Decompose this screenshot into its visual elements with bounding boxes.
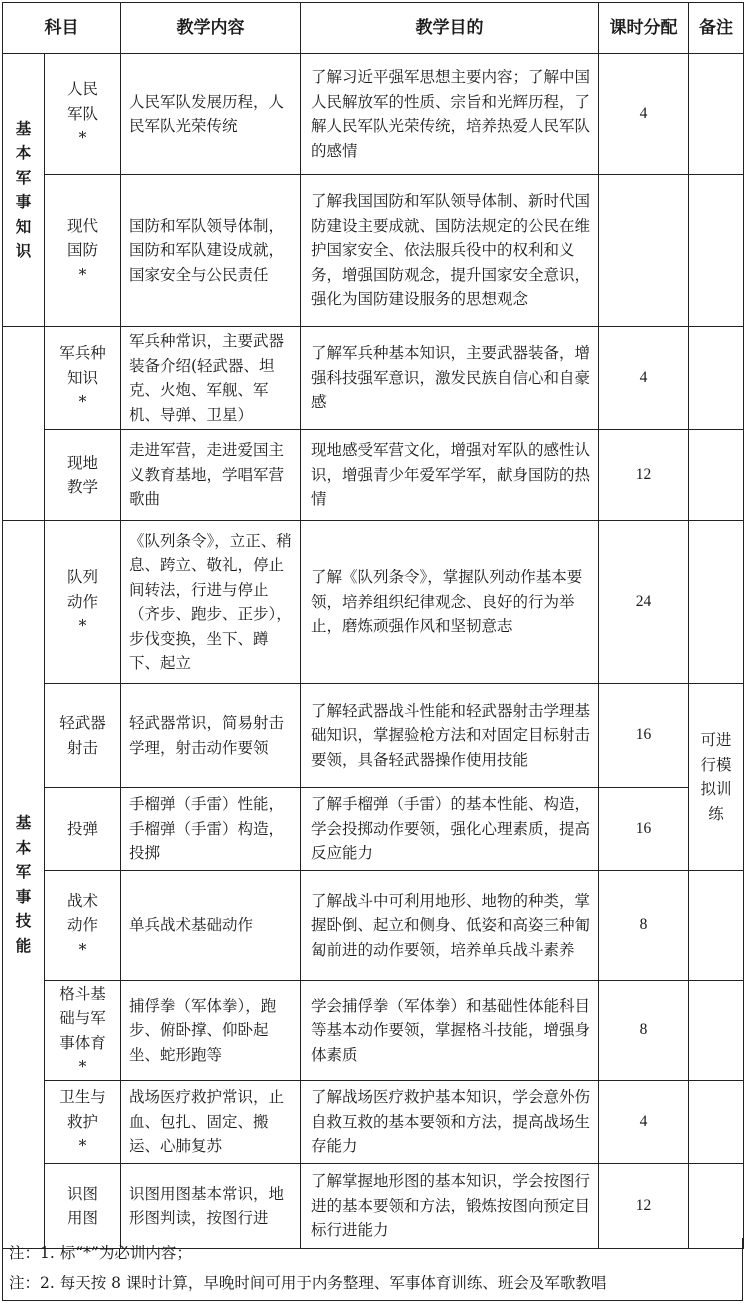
subject-line: 用图 xyxy=(66,1209,98,1227)
subject-line: 投弹 xyxy=(66,819,98,838)
table-row xyxy=(3,430,744,521)
header-remark: 备注 xyxy=(689,3,744,54)
subject-name xyxy=(45,788,121,871)
category-blank-cell xyxy=(3,327,45,521)
content-cell: 战场医疗救护常识，止血、包扎、固定、搬运、心肺复苏 xyxy=(121,1081,301,1164)
category-char: 识 xyxy=(15,241,32,260)
required-mark: * xyxy=(78,393,87,412)
table-row xyxy=(3,788,744,871)
table-row xyxy=(3,981,744,1081)
required-mark: * xyxy=(78,129,87,148)
hours-cell: 16 xyxy=(599,788,689,871)
note-line: 注：1. 标“*”为必训内容； xyxy=(9,1244,192,1262)
remark-simulated-training xyxy=(689,684,744,871)
remark-line: 行模 xyxy=(700,755,732,774)
table-row xyxy=(3,1081,744,1164)
remark-cell xyxy=(689,871,744,981)
subject-name xyxy=(45,684,121,788)
goal-cell: 了解我国国防和军队领导体制、新时代国防建设主要成就、国防法规定的公民在维护国家安全、依法服兵役中的权利和义务，增强国防观念，提升国家安全意识，强化为国防建设服务的思想观念 xyxy=(301,175,599,327)
content-cell: 识图用图基本常识，地形图判读，按图行进 xyxy=(121,1164,301,1249)
goal-cell: 了解手榴弹（手雷）的基本性能、构造，学会投掷动作要领，强化心理素质，提高反应能力 xyxy=(301,788,599,871)
goal-cell: 了解战斗中可利用地形、地物的种类，掌握卧倒、起立和侧身、低姿和高姿三种匍匐前进的动作要领，培养单兵战斗素养 xyxy=(301,871,599,981)
training-schedule-table xyxy=(2,2,744,1249)
subject-line: 射击 xyxy=(66,738,98,757)
subject-line: 事体育 xyxy=(59,1033,106,1052)
goal-cell: 了解军兵种基本知识，主要武器装备，增强科技强军意识，激发民族自信心和自豪感 xyxy=(301,327,599,430)
content-cell: 轻武器常识，简易射击学理，射击动作要领 xyxy=(121,684,301,788)
table-row xyxy=(3,1164,744,1249)
subject-line: 知识 xyxy=(66,368,98,387)
goal-cell: 学会捕俘拳（军体拳）和基础性体能科目等基本动作要领，掌握格斗技能，增强身体素质 xyxy=(301,981,599,1081)
subject-name xyxy=(45,430,121,521)
remark-cell xyxy=(689,430,744,521)
subject-name xyxy=(45,981,121,1081)
remark-line: 可进 xyxy=(700,731,732,749)
remark-cell xyxy=(689,1164,744,1249)
header-row xyxy=(3,3,744,54)
subject-line: 国防 xyxy=(66,241,98,260)
table-row xyxy=(3,521,744,684)
hours-cell: 4 xyxy=(599,1081,689,1164)
subject-line: 现代 xyxy=(66,216,98,235)
subject-name xyxy=(45,521,121,684)
remark-cell xyxy=(689,175,744,327)
note-line: 注：2. 每天按 8 课时计算，早晚时间可用于内务整理、军事体育训练、班会及军歌教唱 xyxy=(9,1274,607,1292)
subject-line: 动作 xyxy=(66,592,98,611)
subject-line: 军兵种 xyxy=(59,344,106,363)
goal-cell: 了解习近平强军思想主要内容；了解中国人民解放军的性质、宗旨和光辉历程，了解人民军队光荣传统，培养热爱人民军队的感情 xyxy=(301,54,599,175)
category-char: 军 xyxy=(15,862,32,881)
content-cell: 手榴弹（手雷）性能，手榴弹（手雷）构造，投掷 xyxy=(121,788,301,871)
content-cell: 军兵种常识，主要武器装备介绍(轻武器、坦克、火炮、军舰、军机、导弹、卫星） xyxy=(121,327,301,430)
table-row xyxy=(3,54,744,175)
subject-line: 战术 xyxy=(66,891,98,910)
goal-cell: 了解战场医疗救护基本知识，学会意外伤自救互救的基本要领和方法，提高战场生存能力 xyxy=(301,1081,599,1164)
remark-cell xyxy=(689,54,744,175)
category-char: 能 xyxy=(15,935,32,955)
content-cell: 人民军队发展历程，人民军队光荣传统 xyxy=(121,54,301,175)
content-cell: 走进军营，走进爱国主义教育基地，学唱军营歌曲 xyxy=(121,430,301,521)
subject-name xyxy=(45,1164,121,1249)
subject-name xyxy=(45,327,121,430)
category-skills-cell xyxy=(3,521,45,1249)
goal-cell: 了解《队列条令》，掌握队列动作基本要领，培养组织纪律观念、良好的行为举止，磨炼顽强作风和坚韧意志 xyxy=(301,521,599,684)
required-mark: * xyxy=(78,265,87,284)
subject-name xyxy=(45,175,121,327)
subject-line: 军队 xyxy=(66,104,98,123)
goal-cell: 了解掌握地形图的基本知识，学会按图行进的基本要领和方法，锻炼按图向预定目标行进能力 xyxy=(301,1164,599,1249)
subject-line: 识图 xyxy=(66,1184,98,1203)
subject-name xyxy=(45,1081,121,1164)
subject-line: 队列 xyxy=(66,568,98,587)
hours-cell: 24 xyxy=(599,521,689,684)
remark-cell xyxy=(689,1081,744,1164)
table-row xyxy=(3,684,744,788)
subject-line: 动作 xyxy=(66,916,98,935)
remark-cell xyxy=(689,521,744,684)
hours-cell: 12 xyxy=(599,430,689,521)
category-char: 事 xyxy=(15,192,32,211)
table-row xyxy=(3,175,744,327)
subject-line: 教学 xyxy=(66,478,98,496)
category-char: 技 xyxy=(15,911,32,930)
category-char: 基 xyxy=(15,118,32,138)
hours-cell: 4 xyxy=(599,54,689,175)
category-knowledge-cell xyxy=(3,54,45,327)
subject-line: 础与军 xyxy=(59,1009,106,1027)
hours-cell: 12 xyxy=(599,1164,689,1249)
table-row xyxy=(3,327,744,430)
subject-name xyxy=(45,871,121,981)
hours-cell: 8 xyxy=(599,871,689,981)
subject-line: 卫生与 xyxy=(59,1088,106,1107)
header-goal: 教学目的 xyxy=(301,3,599,54)
required-mark: * xyxy=(78,1058,87,1076)
content-cell: 《队列条令》，立正、稍息、跨立、敬礼，停止间转法，行进与停止（齐步、跑步、正步），步伐变换，坐下、蹲下、起立 xyxy=(121,521,301,684)
remark-line: 练 xyxy=(708,804,724,823)
header-subject: 科目 xyxy=(3,3,121,54)
notes-section xyxy=(2,1238,743,1301)
category-char: 本 xyxy=(15,837,32,857)
subject-line: 救护 xyxy=(66,1112,98,1131)
required-mark: * xyxy=(78,940,87,959)
remark-line: 拟训 xyxy=(700,780,732,798)
content-cell: 国防和军队领导体制，国防和军队建设成就，国家安全与公民责任 xyxy=(121,175,301,327)
hours-cell xyxy=(599,175,689,327)
header-content: 教学内容 xyxy=(121,3,301,54)
hours-cell: 4 xyxy=(599,327,689,430)
subject-line: 人民 xyxy=(66,80,98,99)
subject-name xyxy=(45,54,121,175)
required-mark: * xyxy=(78,617,87,636)
header-hours: 课时分配 xyxy=(599,3,689,54)
content-cell: 单兵战术基础动作 xyxy=(121,871,301,981)
table-row xyxy=(3,871,744,981)
remark-cell xyxy=(689,981,744,1081)
subject-line: 轻武器 xyxy=(59,714,106,732)
hours-cell: 8 xyxy=(599,981,689,1081)
category-char: 事 xyxy=(15,886,32,906)
goal-cell: 了解轻武器战斗性能和轻武器射击学理基础知识，掌握验枪方法和对固定目标射击要领，具备轻武器操作使用技能 xyxy=(301,684,599,788)
category-char: 基 xyxy=(15,813,32,832)
hours-cell: 16 xyxy=(599,684,689,788)
goal-cell: 现地感受军营文化，增强对军队的感性认识，增强青少年爱军学军，献身国防的热情 xyxy=(301,430,599,521)
subject-line: 现地 xyxy=(66,453,98,472)
category-char: 知 xyxy=(15,216,32,236)
category-char: 本 xyxy=(15,143,32,162)
subject-line: 格斗基 xyxy=(59,984,106,1003)
remark-cell xyxy=(689,327,744,430)
category-char: 军 xyxy=(15,167,32,187)
content-cell: 捕俘拳（军体拳），跑步、俯卧撑、仰卧起坐、蛇形跑等 xyxy=(121,981,301,1081)
required-mark: * xyxy=(78,1137,87,1156)
